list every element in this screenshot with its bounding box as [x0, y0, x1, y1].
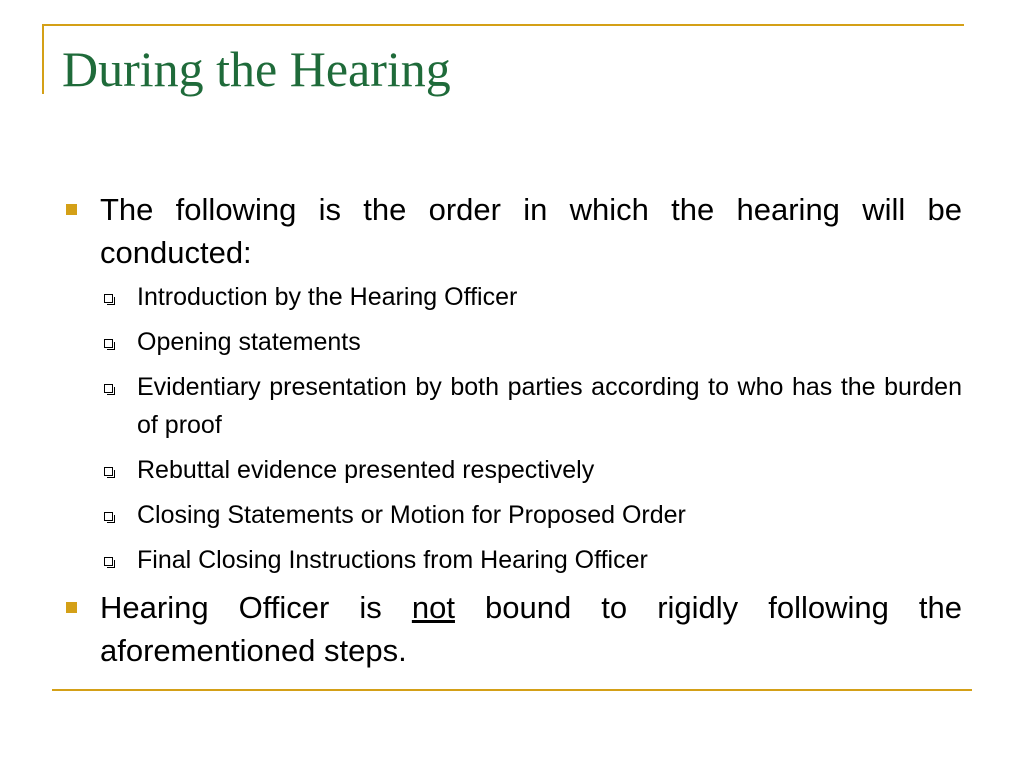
title-frame-top-line: [42, 24, 964, 26]
sub-bullet-item: [62, 278, 962, 316]
bullet-item-not-bound: [62, 586, 962, 672]
title-frame-left-line: [42, 24, 44, 94]
hollow-square-bullet-icon: [104, 467, 113, 476]
bullet-text: The following is the order in which the hearing will be conducted:: [100, 192, 962, 270]
sub-bullet-list: [62, 278, 962, 579]
sub-bullet-text: Closing Statements or Motion for Proposed Order: [137, 501, 686, 529]
bullet-text-after: bound to rigidly following the aforementioned steps.: [100, 590, 963, 668]
footer-rule-line: [52, 689, 972, 691]
sub-bullet-item: [62, 541, 962, 579]
sub-bullet-text: Opening statements: [137, 328, 361, 356]
sub-bullet-item: [62, 496, 962, 534]
sub-bullet-text: Introduction by the Hearing Officer: [137, 283, 518, 311]
sub-bullet-item: [62, 451, 962, 489]
hollow-square-bullet-icon: [104, 384, 113, 393]
sub-bullet-item: [62, 368, 962, 444]
hollow-square-bullet-icon: [104, 512, 113, 521]
slide-title: During the Hearing: [62, 41, 451, 97]
sub-bullet-text: Final Closing Instructions from Hearing Officer: [137, 546, 648, 574]
sub-bullet-item: [62, 323, 962, 361]
hollow-square-bullet-icon: [104, 294, 113, 303]
hollow-square-bullet-icon: [104, 339, 113, 348]
slide-body: [62, 188, 962, 672]
bullet-item-order: [62, 188, 962, 274]
bullet-text-emphasis: not: [411, 590, 455, 625]
hollow-square-bullet-icon: [104, 557, 113, 566]
filled-square-bullet-icon: [66, 602, 77, 613]
sub-bullet-text: Evidentiary presentation by both parties according to who has the burden of proof: [137, 373, 962, 439]
filled-square-bullet-icon: [66, 204, 77, 215]
bullet-text-before: Hearing Officer is: [100, 590, 412, 625]
sub-bullet-text: Rebuttal evidence presented respectively: [137, 456, 595, 484]
